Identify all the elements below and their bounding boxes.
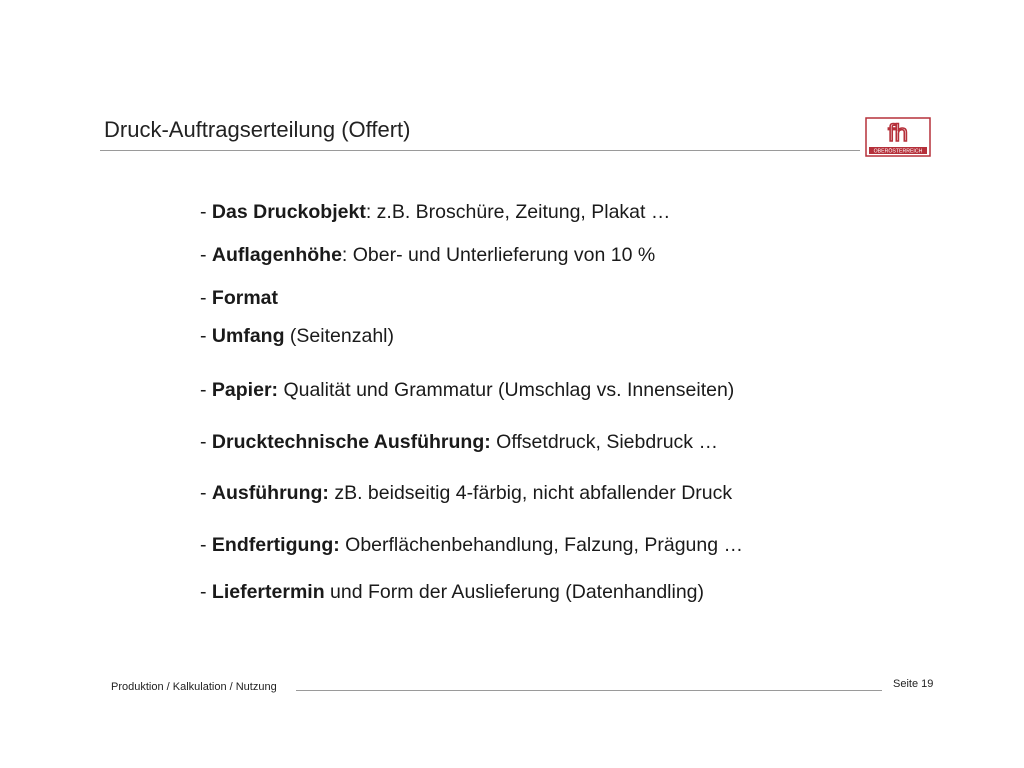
bullet-item: - Endfertigung: Oberflächenbehandlung, Falzung, Prägung …	[200, 534, 744, 556]
footer-divider	[296, 690, 882, 691]
bullet-text: (Seitenzahl)	[284, 325, 394, 347]
bullet-term: Format	[211, 287, 279, 309]
bullet-text: Offsetdruck, Siebdruck …	[490, 431, 718, 453]
bullet-text: : Ober- und Unterlieferung von 10 %	[341, 244, 656, 266]
logo-subtitle: OBERÖSTERREICH	[873, 148, 923, 155]
bullet-term: Endfertigung:	[211, 534, 340, 556]
fh-logo	[865, 117, 931, 157]
bullet-term: Ausführung:	[211, 482, 329, 504]
bullet-text: : z.B. Broschüre, Zeitung, Plakat …	[365, 201, 671, 223]
title-divider	[100, 150, 860, 151]
bullet-item: - Papier: Qualität und Grammatur (Umschlag vs. Innenseiten)	[200, 379, 735, 401]
bullet-item: - Umfang (Seitenzahl)	[200, 325, 394, 347]
bullet-term: Das Druckobjekt	[211, 201, 366, 223]
page-number: Seite 19	[893, 678, 934, 690]
bullet-term: Drucktechnische Ausführung:	[211, 431, 491, 453]
bullet-item: - Das Druckobjekt: z.B. Broschüre, Zeitung, Plakat …	[200, 201, 671, 223]
bullet-item: - Auflagenhöhe: Ober- und Unterlieferung von 10 %	[200, 244, 656, 266]
bullet-item: - Liefertermin und Form der Auslieferung (Datenhandling)	[200, 581, 705, 603]
logo-mark: fh	[887, 120, 909, 147]
bullet-term: Papier:	[211, 379, 279, 401]
bullet-text: und Form der Auslieferung (Datenhandling)	[324, 581, 705, 603]
slide-title: Druck-Auftragserteilung (Offert)	[104, 117, 411, 142]
bullet-text: Qualität und Grammatur (Umschlag vs. Innenseiten)	[278, 379, 735, 401]
footer-section-label: Produktion / Kalkulation / Nutzung	[111, 681, 277, 693]
bullet-item: - Drucktechnische Ausführung: Offsetdruck, Siebdruck …	[200, 431, 718, 453]
bullet-item: - Format	[200, 287, 279, 309]
bullet-text: zB. beidseitig 4-färbig, nicht abfallender Druck	[328, 482, 733, 504]
bullet-item: - Ausführung: zB. beidseitig 4-färbig, nicht abfallender Druck	[200, 482, 733, 504]
bullet-term: Auflagenhöhe	[211, 244, 342, 266]
bullet-text: Oberflächenbehandlung, Falzung, Prägung …	[339, 534, 744, 556]
bullet-term: Umfang	[211, 325, 285, 347]
bullet-term: Liefertermin	[211, 581, 325, 603]
